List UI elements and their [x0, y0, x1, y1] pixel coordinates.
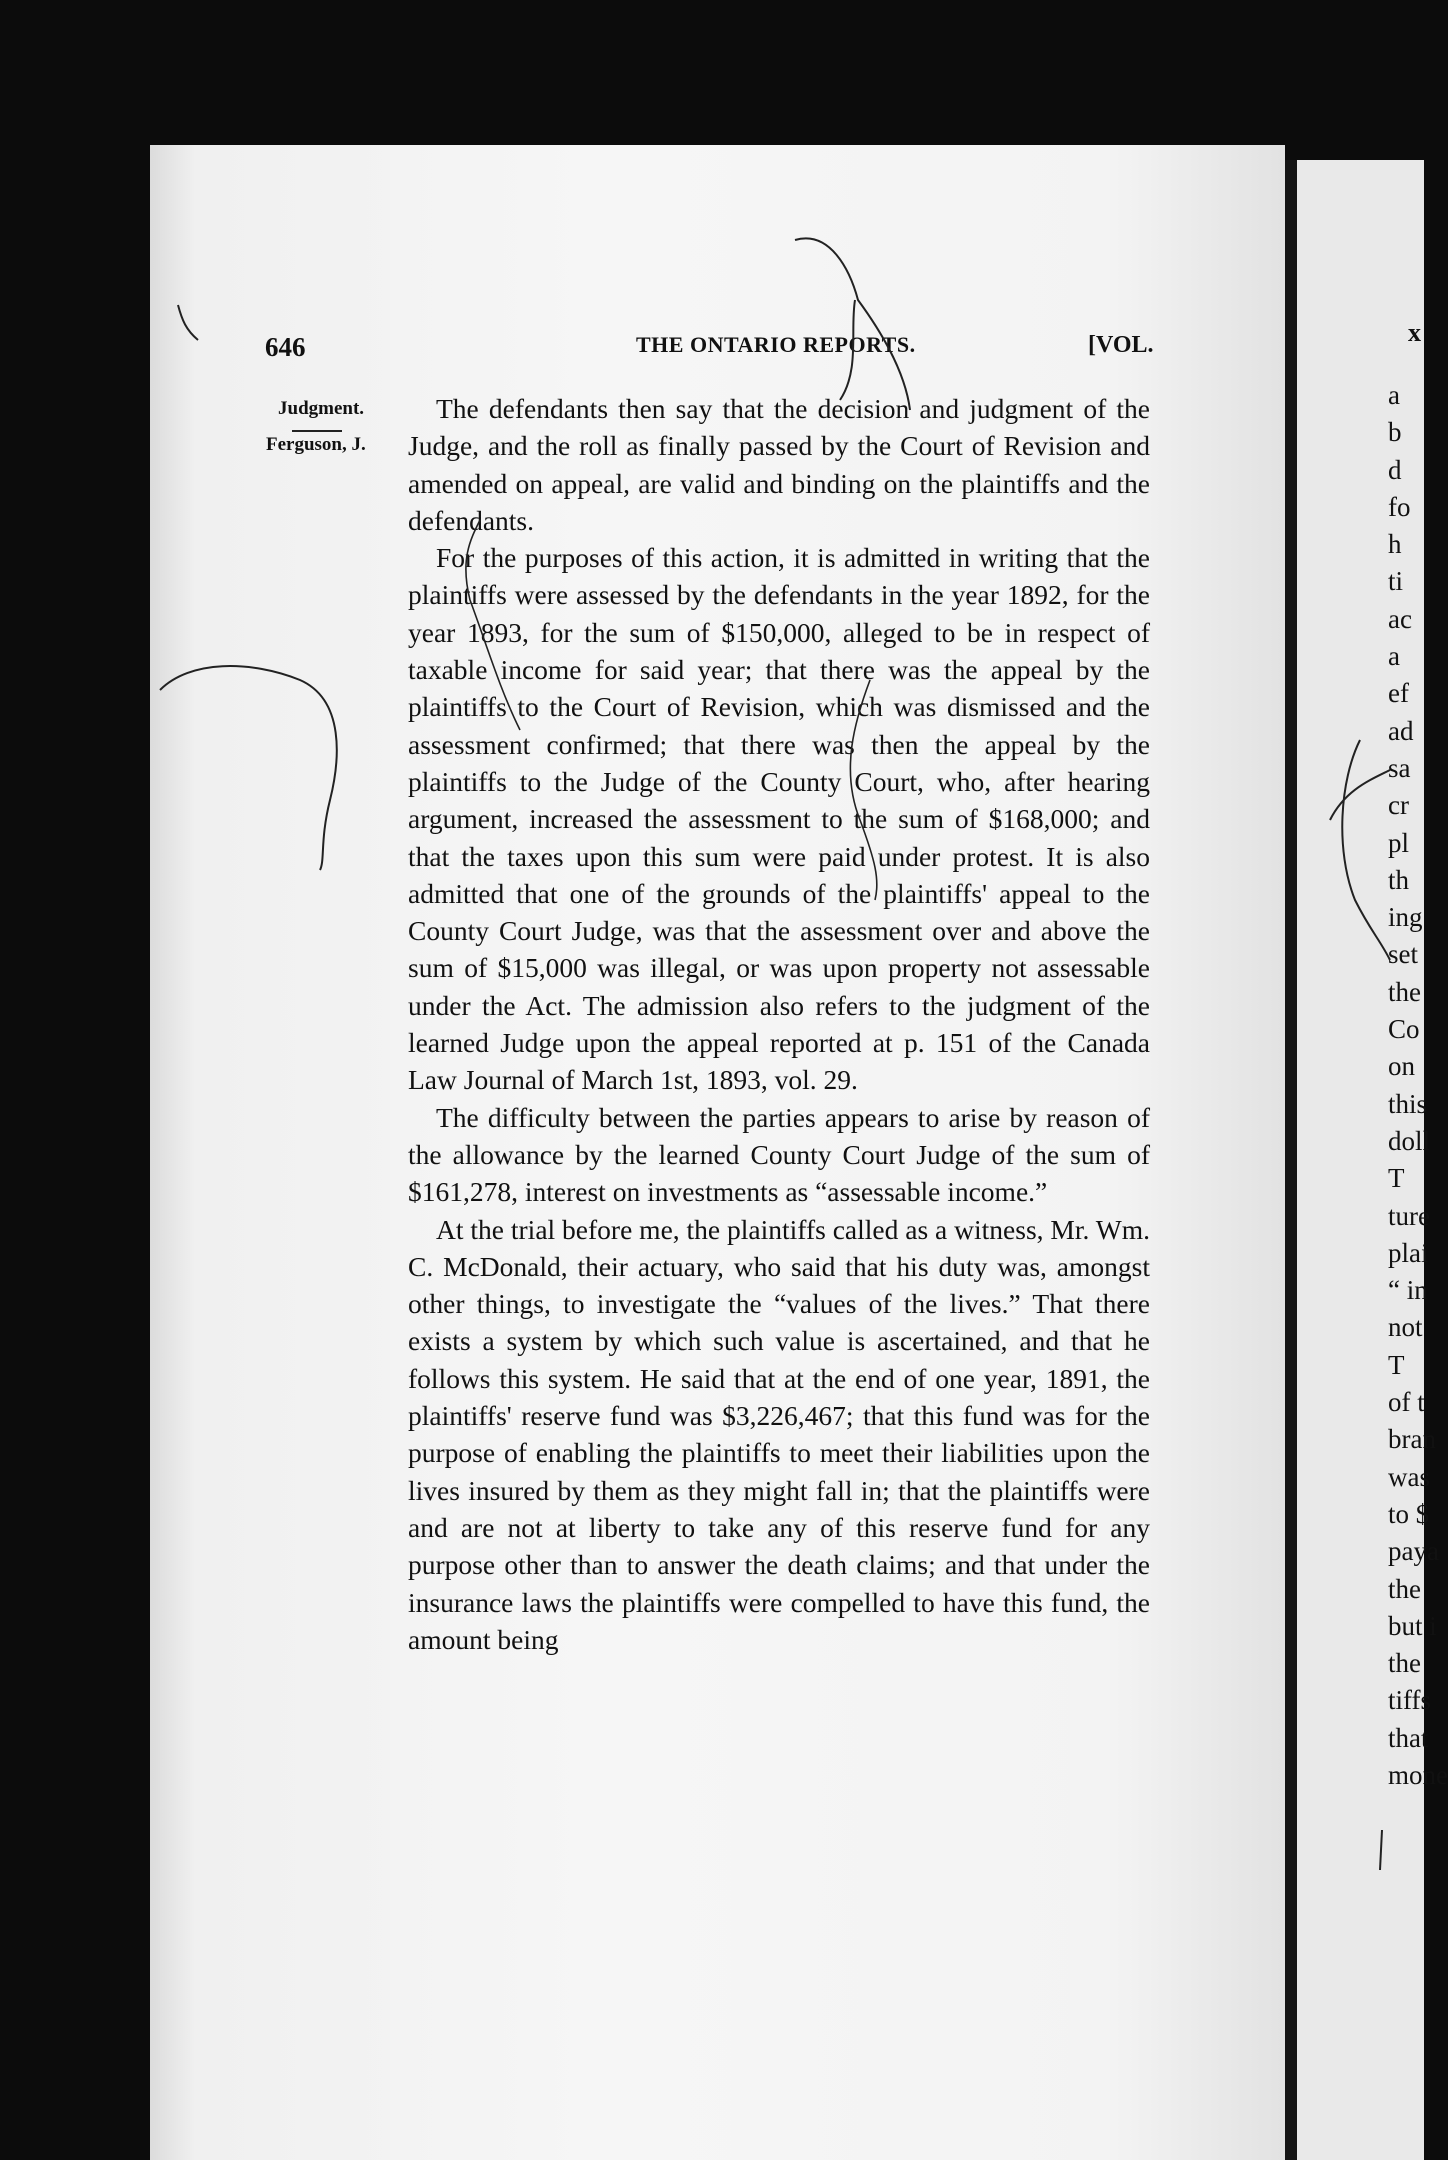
facing-page-line: the [1388, 1648, 1421, 1679]
facing-page-line: ti [1388, 566, 1404, 597]
paragraph: The difficulty between the parties appears to arise by reason of the allowance by the learned County Court Judge of the sum of $161,278, interest on investments as “assessable income.” [408, 1101, 1150, 1208]
facing-page-line: th [1388, 864, 1410, 895]
facing-page-line: to $ [1388, 1498, 1430, 1529]
paragraph: For the purposes of this action, it is admitted in writing that the plaintiffs were assessed by the defendants in the year 1892, for the year 1893, for the sum of $150,000, alleged to be in respect of taxable income for said year; that there was the appeal by the plaintiffs to the Court of Revision, which was dismissed and the assessment confirmed; that there was then the appeal by the plaintiffs to the Judge of the County Court, who, after hearing argument, increased the assessment to the sum of $168,000; and that the taxes upon this sum were paid under protest. It is also admitted that one of the grounds of the plaintiffs' appeal to the County Court Judge, was that the assessment over and above the sum of $15,000 was illegal, or was upon property not assessable under the Act. The admission also refers to the judgment of the learned Judge upon the appeal reported at p. 151 of the Canada Law Journal of March 1st, 1893, vol. 29. [408, 542, 1150, 1096]
facing-page-line: pl [1388, 827, 1410, 858]
facing-page-line: a [1388, 380, 1400, 410]
facing-page-line: tiffs [1388, 1685, 1432, 1716]
facing-page-line: set [1388, 939, 1418, 970]
facing-page-line: d [1388, 454, 1402, 485]
facing-page-line: a [1388, 641, 1400, 672]
facing-page-line: this [1388, 1088, 1428, 1119]
paragraph: The defendants then say that the decision and judgment of the Judge, and the roll as finally passed by the Court of Revision and amended on appeal, are valid and binding on the plaintiffs and the defendants. [408, 393, 1150, 536]
margin-note-judgment: Judgment. [278, 398, 365, 419]
running-title: THE ONTARIO REPORTS. [636, 332, 916, 357]
facing-page-line: the [1388, 976, 1421, 1007]
facing-page-line: was [1388, 1461, 1430, 1492]
facing-page-line: “ in [1388, 1275, 1428, 1306]
facing-page-line: but i [1388, 1610, 1437, 1641]
facing-page-line: b [1388, 417, 1402, 448]
facing-page-line: fo [1388, 491, 1411, 522]
facing-page-line: not [1388, 1312, 1423, 1343]
facing-page-line: the [1388, 1573, 1421, 1604]
facing-page-line: plai [1388, 1237, 1429, 1268]
facing-page-line: bran [1388, 1424, 1436, 1455]
facing-page-line: h [1388, 529, 1402, 560]
margin-note-judge: Ferguson, J. [266, 434, 366, 455]
facing-page-line: ing [1388, 902, 1423, 933]
facing-page-line: of t [1388, 1387, 1425, 1418]
facing-page-line: mone [1388, 1759, 1448, 1790]
paragraph: At the trial before me, the plaintiffs called as a witness, Mr. Wm. C. McDonald, their actuary, who said that his duty was, amongst other things, to investigate the “values of the lives.” That there exists a system by which such value is ascertained, and that he follows this system. He said that at the end of one year, 1891, the plaintiffs' reserve fund was $3,226,467; that this fund was for the purpose of enabling the plaintiffs to meet their liabilities upon the lives insured by them as they might fall in; that the plaintiffs were and are not at liberty to take any of this reserve fund for any purpose other than to answer the death claims; and that under the insurance laws the plaintiffs were compelled to have this fund, the amount being [408, 1213, 1150, 1655]
facing-page-line: paya [1388, 1536, 1439, 1567]
facing-page-line: T [1388, 1349, 1405, 1380]
facing-page-line: ture [1388, 1200, 1430, 1231]
facing-page-line: that [1388, 1722, 1429, 1753]
volume-marker: [VOL. [1088, 332, 1154, 358]
facing-page-line: cr [1388, 790, 1409, 821]
facing-page-line: ef [1388, 678, 1409, 709]
facing-page-header: x [1408, 318, 1421, 347]
facing-page-line: T [1388, 1163, 1405, 1194]
facing-page-line: ac [1388, 603, 1412, 634]
facing-page-line: ad [1388, 715, 1414, 746]
facing-page-line: sa [1388, 752, 1411, 783]
facing-page-line: doll [1388, 1125, 1431, 1156]
page-number: 646 [265, 332, 306, 362]
facing-page-line: Co [1388, 1014, 1420, 1045]
facing-page-line: on [1388, 1051, 1415, 1082]
